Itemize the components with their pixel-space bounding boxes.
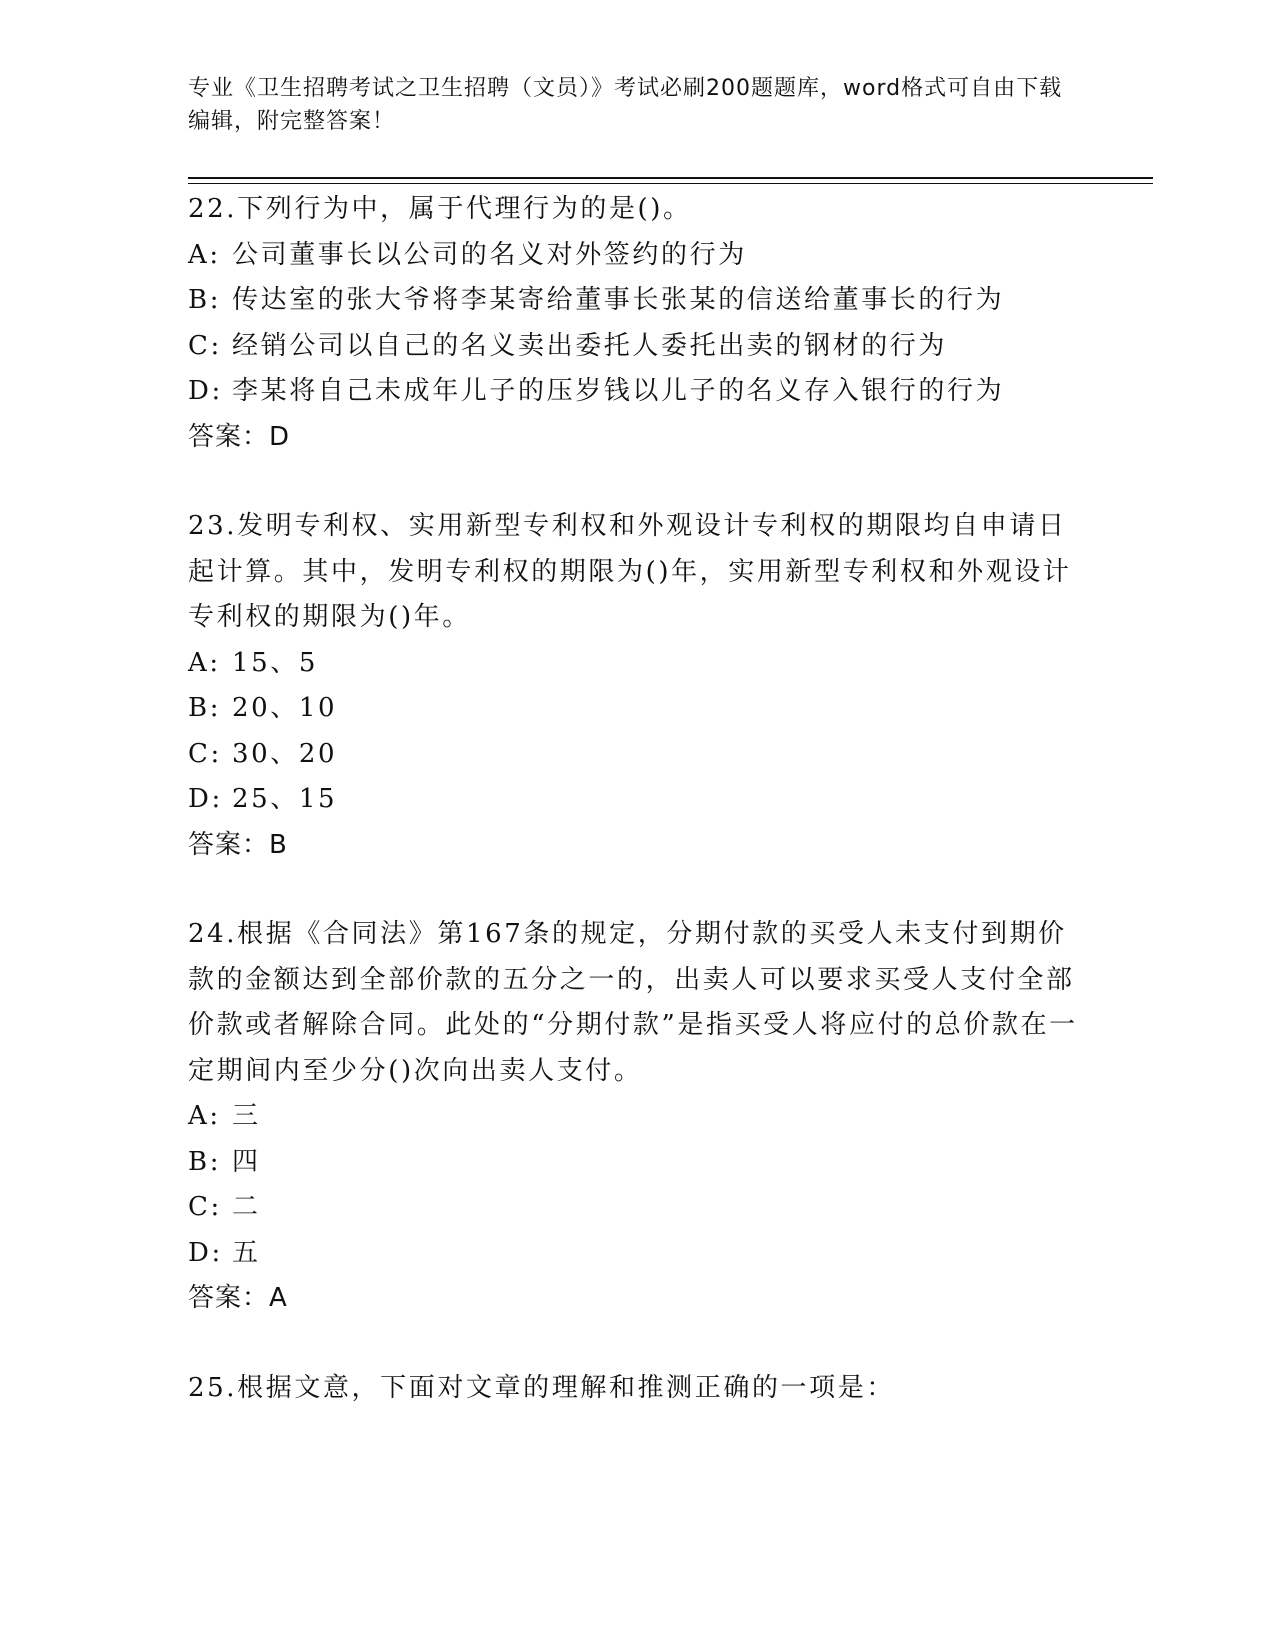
option-text: 25、15	[232, 784, 338, 814]
question-list	[188, 187, 1088, 1455]
option-text: 传达室的张大爷将李某寄给董事长张某的信送给董事长的行为	[232, 285, 1005, 315]
answer-line: 答案：B	[188, 829, 288, 860]
option-c	[188, 732, 1088, 778]
option-c	[188, 324, 1088, 370]
option-text: 20、10	[232, 693, 338, 723]
question-text: 25.根据文意，下面对文章的理解和推测正确的一项是：	[188, 1372, 895, 1403]
option-letter: B:	[188, 1146, 222, 1177]
option-letter: A:	[188, 239, 221, 270]
option-letter: B:	[188, 693, 222, 723]
option-text: 李某将自己未成年儿子的压岁钱以儿子的名义存入银行的行为	[232, 376, 1005, 406]
option-letter: C:	[188, 738, 222, 769]
option-d	[188, 369, 1088, 415]
header-divider-thick	[188, 177, 1153, 179]
option-letter: D:	[188, 376, 223, 406]
option-a	[188, 233, 1088, 279]
option-letter: A:	[188, 1101, 221, 1131]
option-text: 30、20	[232, 738, 338, 769]
option-text: 公司董事长以公司的名义对外签约的行为	[232, 239, 747, 270]
question-23	[188, 504, 1088, 868]
question-25	[188, 1366, 1088, 1412]
answer-line: 答案：D	[188, 421, 291, 452]
option-b	[188, 1140, 1088, 1186]
option-b	[188, 278, 1088, 324]
option-letter: C:	[188, 1192, 222, 1222]
option-letter: D:	[188, 784, 223, 814]
question-text: 24.根据《合同法》第167条的规定，分期付款的买受人未支付到期价款的金额达到全部价款的五分之一的，出卖人可以要求买受人支付全部价款或者解除合同。此处的“分期付款”是指买受人将应付的总价款在一定期间内至少分()次向出卖人支付。	[188, 919, 1078, 1086]
document-header: 专业《卫生招聘考试之卫生招聘（文员）》考试必刷200题题库，word格式可自由下载编辑，附完整答案！	[188, 76, 1063, 134]
option-c	[188, 1185, 1088, 1231]
question-22	[188, 187, 1088, 460]
option-d	[188, 777, 1088, 823]
option-d	[188, 1231, 1088, 1277]
question-text: 22.下列行为中，属于代理行为的是()。	[188, 194, 692, 224]
option-text: 五	[232, 1237, 261, 1268]
option-a	[188, 1094, 1088, 1140]
option-b	[188, 686, 1088, 732]
option-a	[188, 641, 1088, 687]
option-letter: B:	[188, 285, 222, 315]
question-24	[188, 912, 1088, 1322]
option-letter: A:	[188, 647, 221, 678]
answer-line: 答案：A	[188, 1283, 288, 1313]
option-text: 四	[232, 1146, 261, 1177]
question-text: 23.发明专利权、实用新型专利权和外观设计专利权的期限均自申请日起计算。其中，发明专利权的期限为()年，实用新型专利权和外观设计专利权的期限为()年。	[188, 511, 1072, 632]
option-text: 经销公司以自己的名义卖出委托人委托出卖的钢材的行为	[232, 330, 948, 361]
option-text: 三	[232, 1101, 261, 1131]
option-letter: D:	[188, 1237, 223, 1268]
option-letter: C:	[188, 330, 222, 361]
header-divider-thin	[188, 183, 1153, 184]
option-text: 二	[232, 1192, 261, 1222]
option-text: 15、5	[232, 647, 319, 678]
